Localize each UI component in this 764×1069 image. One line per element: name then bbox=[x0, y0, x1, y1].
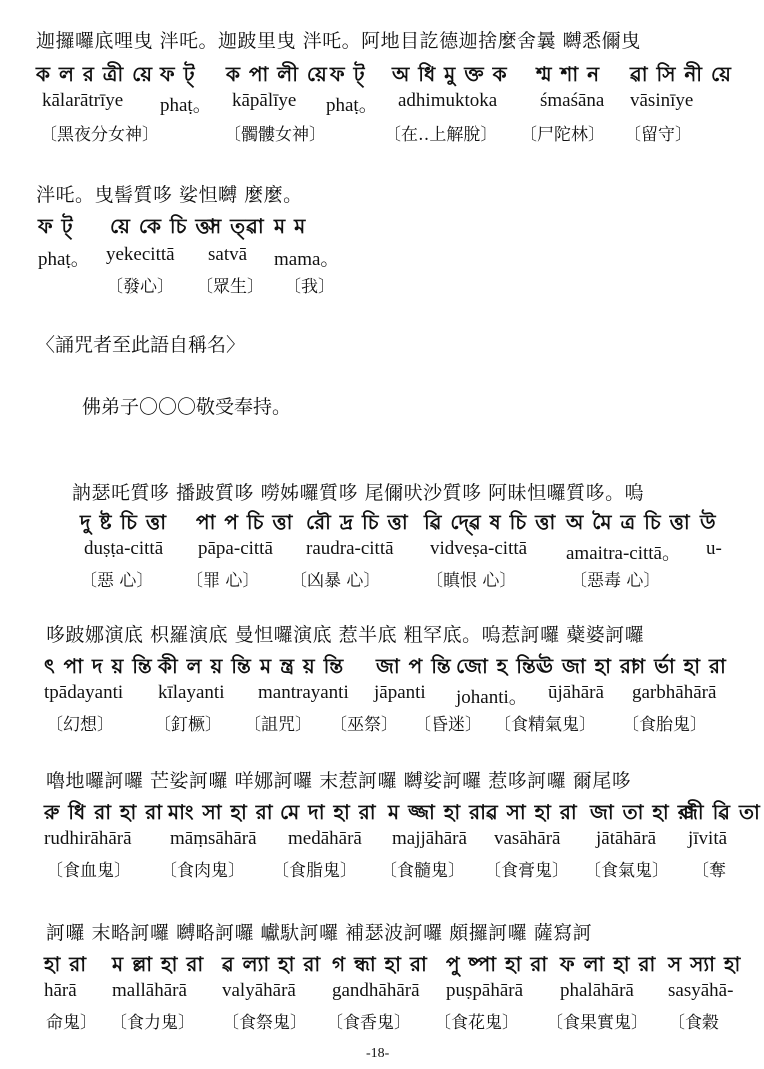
romanized-word: medāhārā bbox=[288, 828, 362, 849]
romanized-word: mantrayanti bbox=[258, 682, 349, 703]
gloss-item: 〔我〕 bbox=[284, 277, 335, 297]
romanized-word: tpādayanti bbox=[44, 682, 124, 703]
block3-chinese: 訥瑟吒質哆 播跛質哆 嘮姊囉質哆 尾儞吠沙質哆 阿昧怛囉質哆。嗚 bbox=[72, 482, 645, 504]
block6-gloss bbox=[0, 1008, 764, 1032]
gloss-item: 〔罪 心〕 bbox=[186, 571, 260, 591]
romanized-word: raudra-cittā bbox=[306, 538, 394, 559]
block2-romanized bbox=[0, 244, 764, 268]
gloss-item: 〔食血鬼〕 bbox=[46, 861, 131, 881]
romanized-word: ūjāhārā bbox=[548, 682, 604, 703]
romanized-word: gandhāhārā bbox=[332, 980, 420, 1001]
gloss-item: 〔食穀 bbox=[668, 1013, 719, 1033]
siddham-word: অ ধি মু ক্ত ক bbox=[392, 62, 508, 86]
romanized-word: phaṭ。 bbox=[326, 95, 378, 116]
romanized-word: mallāhārā bbox=[112, 980, 187, 1001]
romanized-word: garbhāhārā bbox=[632, 682, 717, 703]
siddham-word: রু ধি রা হা রা bbox=[44, 800, 164, 824]
siddham-word: ম জ্জা হা রা bbox=[388, 800, 487, 824]
siddham-word: ৱ ল্যা হা রা bbox=[222, 952, 322, 976]
block4-siddham bbox=[0, 652, 764, 678]
siddham-word: ৱা সি নী য়ে bbox=[630, 62, 732, 86]
romanized-word: amaitra-cittā。 bbox=[566, 543, 681, 564]
recitation-note: 〈誦咒者至此語自稱名〉 bbox=[36, 334, 246, 356]
gloss-item: 〔發心〕 bbox=[106, 277, 174, 297]
romanized-word: sasyāhā- bbox=[668, 980, 734, 1001]
romanized-word: pāpa-cittā bbox=[198, 538, 273, 559]
block3-romanized bbox=[0, 538, 764, 562]
block5-romanized bbox=[0, 828, 764, 852]
romanized-word: johanti。 bbox=[456, 687, 528, 708]
block5-gloss bbox=[0, 856, 764, 880]
siddham-word: মাং সা হা রা bbox=[168, 800, 274, 824]
siddham-word: জী ৱি তা bbox=[680, 800, 761, 824]
siddham-word: য়ে কে চি ত্তা bbox=[110, 214, 217, 238]
siddham-word: ফ ট্ bbox=[330, 62, 366, 86]
romanized-word: yekecittā bbox=[106, 244, 175, 265]
gloss-item: 〔黑夜分女神〕 bbox=[40, 125, 159, 145]
block6-siddham bbox=[0, 950, 764, 976]
block4-romanized bbox=[0, 682, 764, 706]
siddham-word: ফ ট্ bbox=[38, 214, 74, 238]
romanized-word: u- bbox=[706, 538, 722, 559]
block2-gloss bbox=[0, 272, 764, 296]
siddham-word: ফ লা হা রা bbox=[560, 952, 657, 976]
block5-siddham bbox=[0, 798, 764, 824]
gloss-item: 〔幻想〕 bbox=[46, 715, 114, 735]
block1-romanized bbox=[0, 90, 764, 114]
siddham-word: জো হ ন্তি bbox=[456, 654, 537, 678]
gloss-item: 〔食胎鬼〕 bbox=[622, 715, 707, 735]
romanized-word: vidveṣa-cittā bbox=[430, 538, 528, 559]
gloss-item: 〔留守〕 bbox=[624, 125, 692, 145]
gloss-item: 〔食髓鬼〕 bbox=[380, 861, 465, 881]
siddham-word: অ মৈ ত্র চি ত্তা bbox=[566, 510, 691, 534]
siddham-word: ম ম bbox=[274, 214, 307, 238]
siddham-word: জা তা হা রা bbox=[590, 800, 696, 824]
gloss-item: 〔在‥上解脫〕 bbox=[384, 125, 498, 145]
siddham-word: পা প চি ত্তা bbox=[196, 510, 294, 534]
page-number: -18- bbox=[366, 1046, 390, 1061]
block6-romanized bbox=[0, 980, 764, 1004]
gloss-item: 〔尸陀林〕 bbox=[520, 125, 605, 145]
siddham-word: ৎ পা দ য় ন্তি bbox=[44, 654, 153, 678]
siddham-word: ৱ সা হা রা bbox=[486, 800, 578, 824]
block4-gloss bbox=[0, 710, 764, 734]
gloss-item: 〔惡 心〕 bbox=[80, 571, 154, 591]
block1-chinese: 迦攞囉底哩曳 泮吒。迦跛里曳 泮吒。阿地目訖德迦捨麼舍曩 嚩悉儞曳 bbox=[36, 30, 641, 52]
block6-chinese: 訶囉 末略訶囉 嚩略訶囉 巘馱訶囉 補瑟波訶囉 頗攞訶囉 薩寫訶 bbox=[46, 922, 593, 944]
romanized-word: puṣpāhārā bbox=[446, 980, 524, 1001]
gloss-item: 〔食精氣鬼〕 bbox=[494, 715, 596, 735]
block3-siddham bbox=[0, 508, 764, 534]
romanized-word: jāpanti bbox=[374, 682, 426, 703]
gloss-item: 〔詛咒〕 bbox=[244, 715, 312, 735]
siddham-word: গ র্ভা হা রা bbox=[632, 654, 727, 678]
gloss-item: 〔食肉鬼〕 bbox=[160, 861, 245, 881]
block2-siddham bbox=[0, 212, 764, 238]
gloss-item: 〔瞋恨 心〕 bbox=[426, 571, 517, 591]
gloss-item: 〔釘橛〕 bbox=[154, 715, 222, 735]
romanized-word: phaṭ。 bbox=[38, 249, 90, 270]
romanized-word: vasāhārā bbox=[494, 828, 561, 849]
gloss-item: 命鬼〕 bbox=[46, 1013, 97, 1033]
gloss-item: 〔髑髏女神〕 bbox=[224, 125, 326, 145]
siddham-word: গ ন্ধা হা রা bbox=[332, 952, 428, 976]
gloss-item: 〔昏迷〕 bbox=[414, 715, 482, 735]
romanized-word: rudhirāhārā bbox=[44, 828, 132, 849]
gloss-item: 〔食香鬼〕 bbox=[326, 1013, 411, 1033]
romanized-word: duṣṭa-cittā bbox=[84, 538, 164, 559]
siddham-word: স স্যা হা bbox=[668, 952, 742, 976]
siddham-word: ম ন্ত্র য় ন্তি bbox=[260, 654, 345, 678]
block4-chinese: 哆跛娜演底 枳羅演底 曼怛囉演底 惹半底 粗罕底。嗚惹訶囉 蘗婆訶囉 bbox=[46, 624, 645, 646]
romanized-word: vāsinīye bbox=[630, 90, 694, 111]
block2-chinese: 泮吒。曳髻質哆 娑怛嚩 麼麼。 bbox=[36, 184, 303, 206]
gloss-item: 〔食祭鬼〕 bbox=[222, 1013, 307, 1033]
romanized-word: adhimuktoka bbox=[398, 90, 498, 111]
gloss-item: 〔食力鬼〕 bbox=[110, 1013, 195, 1033]
gloss-item: 〔眾生〕 bbox=[196, 277, 264, 297]
romanized-word: phalāhārā bbox=[560, 980, 634, 1001]
siddham-word: ঊ জা হা রা bbox=[536, 654, 638, 678]
romanized-word: jīvitā bbox=[688, 828, 728, 849]
gloss-item: 〔食膏鬼〕 bbox=[484, 861, 569, 881]
disciple-line: 佛弟子〇〇〇敬受奉持。 bbox=[82, 396, 292, 418]
siddham-word: ফ ট্ bbox=[160, 62, 196, 86]
siddham-word: রৌ দ্র চি ত্তা bbox=[306, 510, 409, 534]
romanized-word: jātāhārā bbox=[596, 828, 657, 849]
siddham-word: স ত্ৱা bbox=[208, 214, 265, 238]
siddham-word: ম ল্লা হা রা bbox=[112, 952, 205, 976]
gloss-item: 〔食氣鬼〕 bbox=[584, 861, 669, 881]
romanized-word: phaṭ。 bbox=[160, 95, 212, 116]
siddham-word: মে দা হা রা bbox=[280, 800, 377, 824]
block5-chinese: 嚕地囉訶囉 芒娑訶囉 咩娜訶囉 末惹訶囉 嚩娑訶囉 惹哆訶囉 爾尾哆 bbox=[46, 770, 632, 792]
block1-gloss bbox=[0, 120, 764, 144]
siddham-word: ৱি দ্ৱে ষ চি ত্তা bbox=[424, 510, 557, 534]
romanized-word: satvā bbox=[208, 244, 248, 265]
block3-gloss bbox=[0, 566, 764, 590]
gloss-item: 〔食花鬼〕 bbox=[434, 1013, 519, 1033]
siddham-word: জা প ন্তি bbox=[376, 654, 452, 678]
gloss-item: 〔惡毒 心〕 bbox=[570, 571, 661, 591]
siddham-word: ক ল র ত্রী য়ে bbox=[36, 62, 154, 86]
gloss-item: 〔食果實鬼〕 bbox=[546, 1013, 648, 1033]
siddham-word: শ্ম শা ন bbox=[536, 62, 601, 86]
siddham-word: হা রা bbox=[44, 952, 88, 976]
siddham-word: ক পা লী য়ে bbox=[226, 62, 328, 86]
gloss-item: 〔食脂鬼〕 bbox=[272, 861, 357, 881]
siddham-word: কী ল য় ন্তি bbox=[158, 654, 252, 678]
gloss-item: 〔巫祭〕 bbox=[330, 715, 398, 735]
gloss-item: 〔奪 bbox=[692, 861, 726, 881]
romanized-word: kālarātrīye bbox=[42, 90, 124, 111]
romanized-word: māṃsāhārā bbox=[170, 828, 257, 849]
romanized-word: mama。 bbox=[274, 249, 340, 270]
romanized-word: majjāhārā bbox=[392, 828, 467, 849]
siddham-word: দু ষ্ট চি ত্তা bbox=[80, 510, 168, 534]
romanized-word: valyāhārā bbox=[222, 980, 296, 1001]
block1-siddham bbox=[0, 60, 764, 86]
siddham-word: পু ষ্পা হা রা bbox=[446, 952, 549, 976]
romanized-word: hārā bbox=[44, 980, 77, 1001]
gloss-item: 〔凶暴 心〕 bbox=[290, 571, 381, 591]
siddham-word: উ bbox=[700, 510, 717, 534]
romanized-word: kāpālīye bbox=[232, 90, 297, 111]
romanized-word: śmaśāna bbox=[540, 90, 605, 111]
romanized-word: kīlayanti bbox=[158, 682, 225, 703]
